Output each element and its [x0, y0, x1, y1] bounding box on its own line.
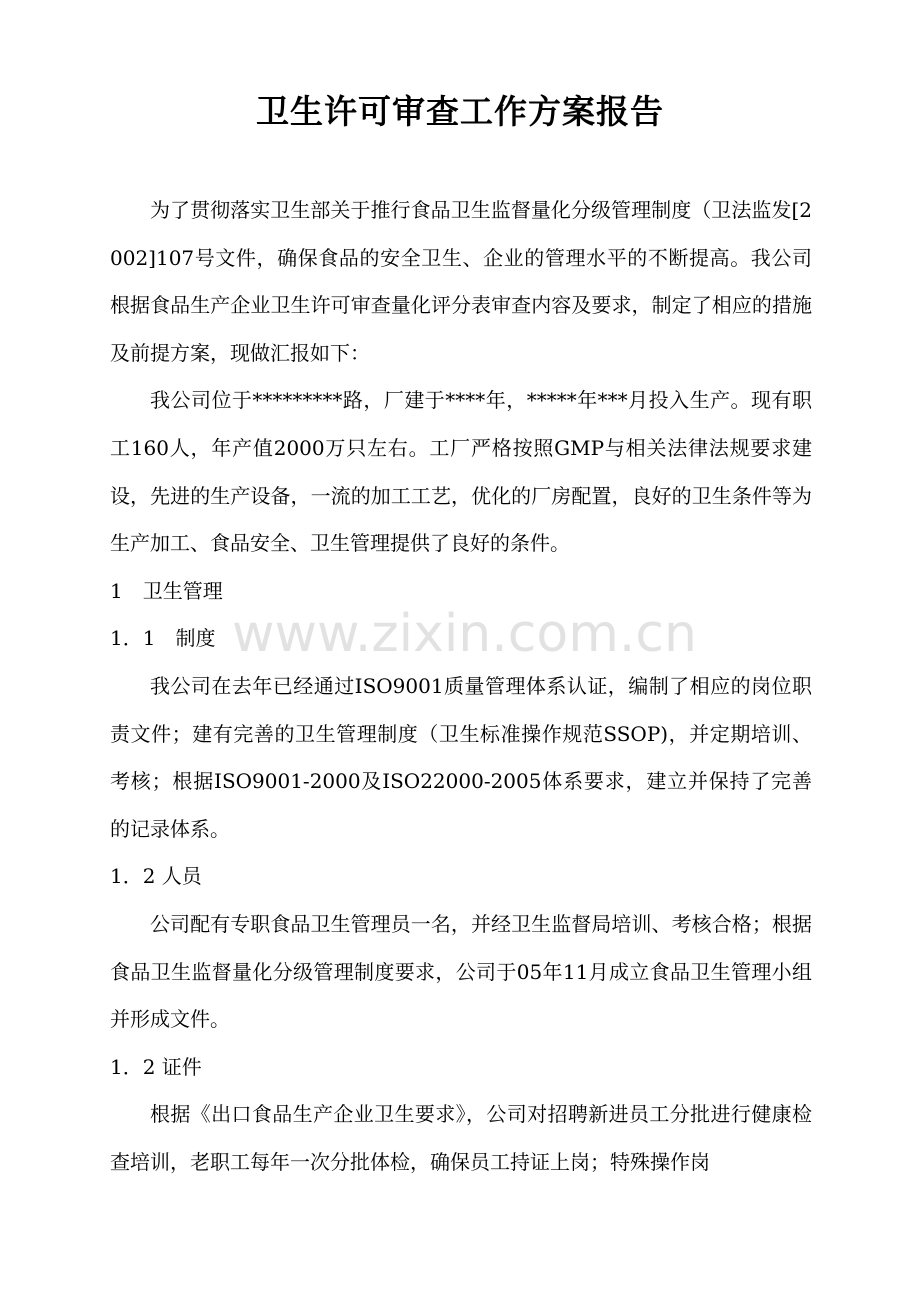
paragraph-personnel: 公司配有专职食品卫生管理员一名，并经卫生监督局培训、考核合格；根据食品卫生监督量化分级管理制度要求，公司于05年11月成立食品卫生管理小组并形成文件。	[110, 911, 812, 1032]
document-title: 卫生许可审查工作方案报告	[256, 92, 664, 131]
section-heading-certificates: 1．2 证件	[110, 1054, 202, 1079]
paragraph-intro: 为了贯彻落实卫生部关于推行食品卫生监督量化分级管理制度（卫法监发[2002]107号文件，确保食品的安全卫生、企业的管理水平的不断提高。我公司根据食品生产企业卫生许可审查量化评分表审查内容及要求，制定了相应的措施及前提方案，现做汇报如下：	[110, 198, 812, 365]
section-heading-system: 1．1 制度	[110, 626, 216, 651]
section-heading-personnel: 1．2 人员	[110, 864, 202, 889]
section-heading-hygiene-management: 1 卫生管理	[110, 578, 223, 603]
paragraph-company-overview: 我公司位于*********路，厂建于****年，*****年***月投入生产。现有职工160人，年产值2000万只左右。工厂严格按照GMP与相关法律法规要求建设，先进的生产设备，一流的加工工艺，优化的厂房配置，良好的卫生条件等为生产加工、食品安全、卫生管理提供了良好的条件。	[110, 388, 812, 556]
watermark-text: www.zixin.com.cn	[232, 604, 697, 664]
paragraph-system: 我公司在去年已经通过ISO9001质量管理体系认证，编制了相应的岗位职责文件；建有完善的卫生管理制度（卫生标准操作规范SSOP)，并定期培训、考核；根据ISO9001-2000及ISO22000-2005体系要求，建立并保持了完善的记录体系。	[110, 673, 812, 841]
document-body	[110, 187, 812, 1186]
paragraph-certificates: 根据《出口食品生产企业卫生要求》，公司对招聘新进员工分批进行健康检查培训，老职工每年一次分批体检，确保员工持证上岗；特殊操作岗	[110, 1102, 812, 1174]
